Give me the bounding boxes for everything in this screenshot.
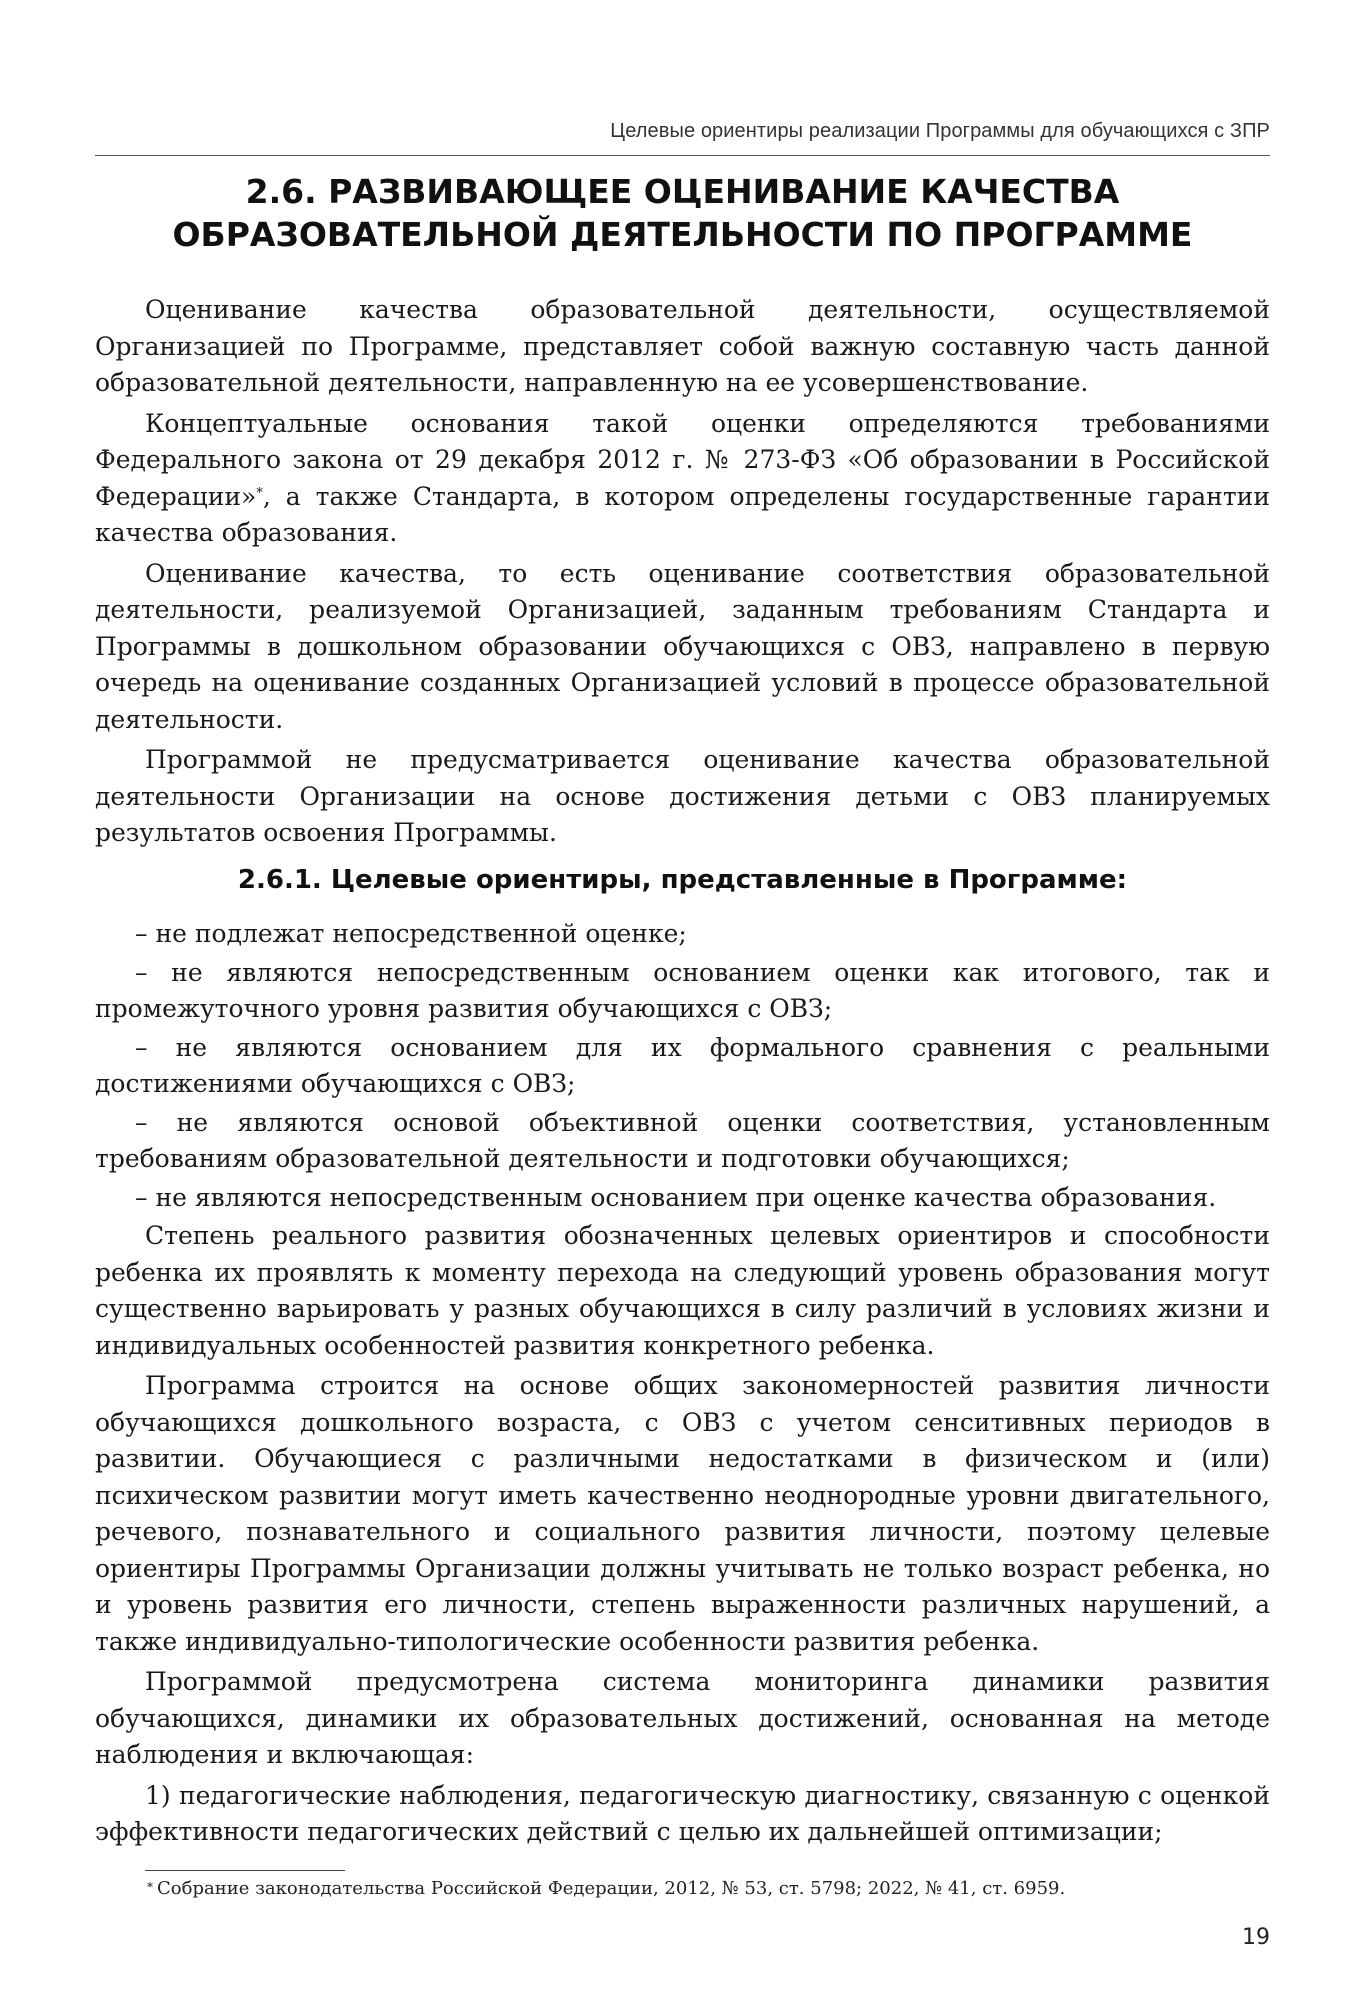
paragraph-text: Концептуальные основания такой оценки определяются требованиями Федерального закона от 29 декабря 2012 г. № 273-ФЗ «Об образовании в Российской Федерации»	[95, 408, 1270, 511]
footnote-text: Собрание законодательства Российской Федерации, 2012, № 53, ст. 5798; 2022, № 41, ст. 6959.	[157, 1878, 1066, 1899]
document-page	[95, 0, 1270, 2000]
footnote-marker: *	[147, 1880, 153, 1894]
page-number: 19	[1242, 1925, 1270, 1950]
paragraph: Степень реального развития обозначенных целевых ориентиров и способности ребенка их проявлять к моменту перехода на следующий уровень образования могут существенно варьировать у разных обучающихся в силу различий в условиях жизни и индивидуальных особенностей развития конкретного ребенка.	[95, 1221, 1270, 1360]
paragraph: Программой предусмотрена система мониторинга динамики развития обучающихся, динамики их образовательных достижений, основанная на методе наблюдения и включающая:	[95, 1667, 1270, 1769]
list-item: – не подлежат непосредственной оценке;	[135, 919, 687, 948]
list-item: – не являются основой объективной оценки соответствия, установленным требованиям образовательной деятельности и подготовки обучающихся;	[95, 1107, 1270, 1173]
list-item: – не являются непосредственным основанием при оценке качества образования.	[135, 1182, 1217, 1212]
subsection-title: 2.6.1. Целевые ориентиры, представленные в Программе:	[237, 865, 1128, 895]
section-body	[95, 292, 1270, 856]
paragraph-text-continued: , а также Стандарта, в котором определены государственные гарантии качества образования.	[95, 481, 1270, 547]
section-title	[95, 170, 1270, 256]
footnote-reference: *	[256, 485, 263, 501]
paragraph: 1) педагогические наблюдения, педагогическую диагностику, связанную с оценкой эффективности педагогических действий с целью их дальнейшей оптимизации;	[95, 1780, 1270, 1846]
paragraph-with-footnote	[95, 406, 1270, 552]
section-title-line-2: ОБРАЗОВАТЕЛЬНОЙ ДЕЯТЕЛЬНОСТИ ПО ПРОГРАММЕ	[172, 215, 1193, 254]
paragraph: Оценивание качества образовательной деятельности, осуществляемой Организацией по Программе, представляет собой важную составную часть данной образовательной деятельности, направленную на ее усовершенствование.	[95, 295, 1270, 397]
paragraph: Программа строится на основе общих закономерностей развития личности обучающихся дошкольного возраста, с ОВЗ с учетом сенситивных периодов в развитии. Обучающиеся с различными недостатками в физическом и (или) психическом развитии могут иметь качественно неоднородные уровни двигательного, речевого, познавательного и социального развития личности, поэтому целевые ориентиры Программы Организации должны учитывать не только возраст ребенка, но и уровень развития его личности, степень выраженности различных нарушений, а также индивидуально-типологические особенности развития ребенка.	[95, 1371, 1270, 1656]
list-item: – не являются основанием для их формального сравнения с реальными достижениями обучающихся с ОВЗ;	[95, 1032, 1270, 1098]
paragraph: Оценивание качества, то есть оценивание соответствия образовательной деятельности, реализуемой Организацией, заданным требованиям Стандарта и Программы в дошкольном образовании обучающихся с ОВЗ, направлено в первую очередь на оценивание созданных Организацией условий в процессе образовательной деятельности.	[95, 558, 1270, 734]
subsection-body	[95, 916, 1270, 1855]
footnote-rule	[145, 1870, 345, 1871]
running-header: Целевые ориентиры реализации Программы для обучающихся с ЗПР	[610, 120, 1270, 142]
paragraph: Программой не предусматривается оценивание качества образовательной деятельности Организации на основе достижения детьми с ОВЗ планируемых результатов освоения Программы.	[95, 745, 1270, 847]
section-title-line-1: 2.6. РАЗВИВАЮЩЕЕ ОЦЕНИВАНИЕ КАЧЕСТВА	[245, 172, 1120, 211]
footnote	[147, 1876, 1065, 1902]
header-rule	[95, 155, 1270, 156]
list-item: – не являются непосредственным основанием оценки как итогового, так и промежуточного уровня развития обучающихся с ОВЗ;	[95, 957, 1270, 1023]
